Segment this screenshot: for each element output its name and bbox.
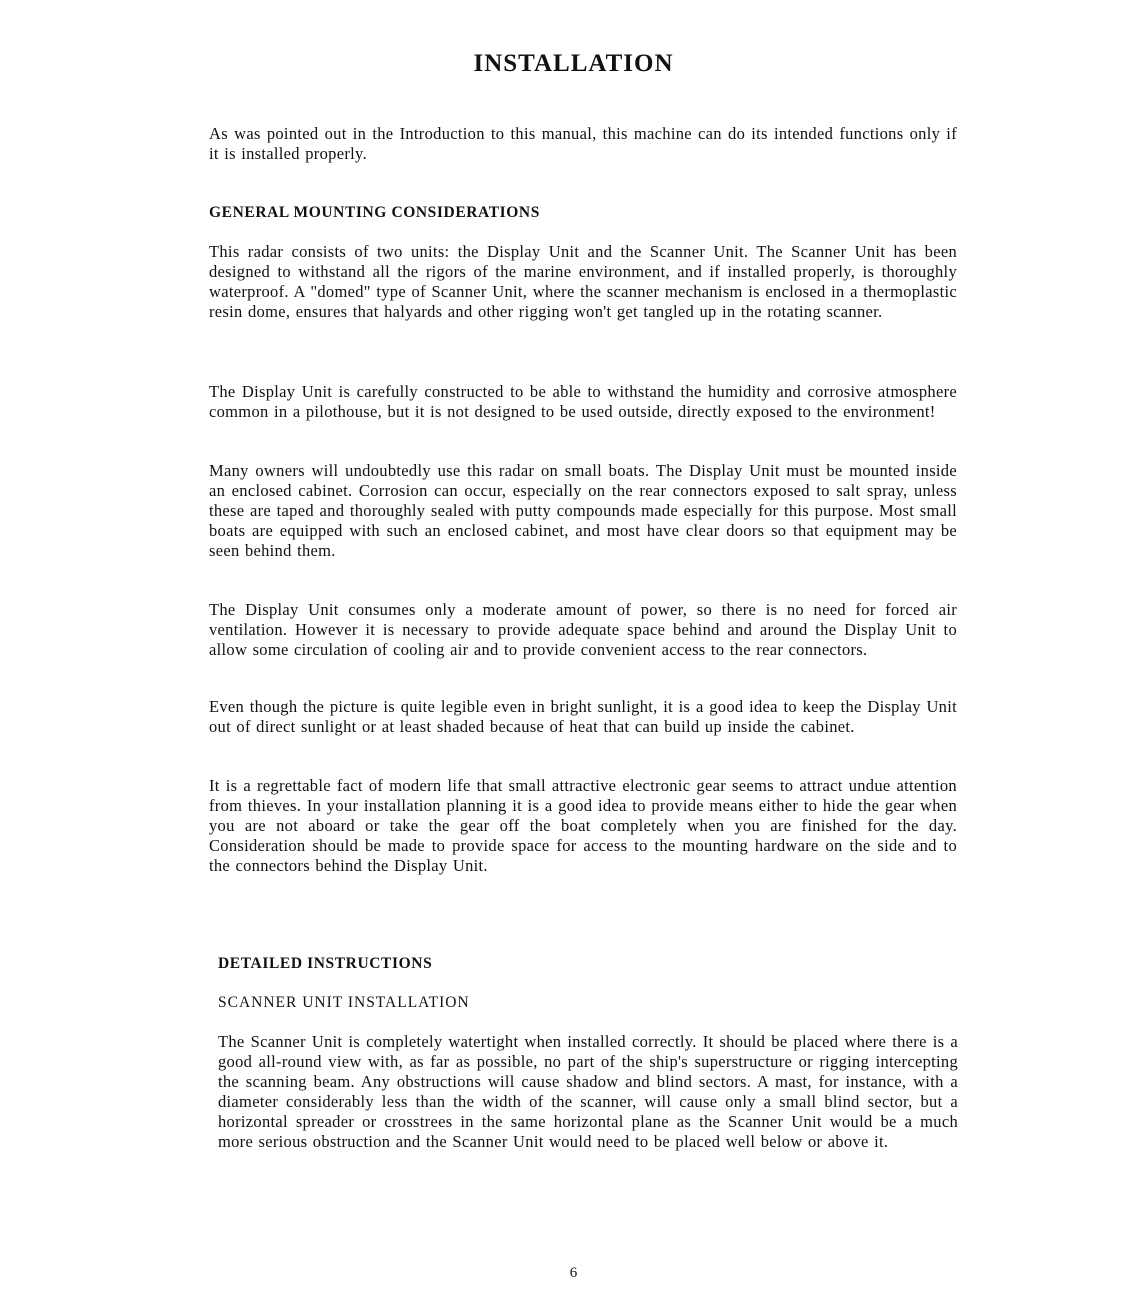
page-title: INSTALLATION	[473, 50, 674, 77]
intro-paragraph: As was pointed out in the Introduction to this manual, this machine can do its intended functions only if it is installed properly.	[209, 124, 957, 163]
general-paragraph-3: Many owners will undoubtedly use this radar on small boats. The Display Unit must be mounted inside an enclosed cabinet. Corrosion can occur, especially on the rear connectors exposed to salt spray, unless these are taped and thoroughly sealed with putty compounds made especially for this purpose. Most small boats are equipped with such an enclosed cabinet, and most have clear doors so that equipment may be seen behind them.	[209, 461, 957, 560]
scanner-unit-paragraph: The Scanner Unit is completely watertight when installed correctly. It should be placed where there is a good all-round view with, as far as possible, no part of the ship's superstructure or rigging intercepting the scanning beam. Any obstructions will cause shadow and blind sectors. A mast, for instance, with a diameter considerably less than the width of the scanner, will cause only a small blind sector, but a horizontal spreader or crosstrees in the same horizontal plane as the Scanner Unit would be a much more serious obstruction and the Scanner Unit would need to be placed well below or above it.	[218, 1032, 958, 1151]
general-mounting-heading: GENERAL MOUNTING CONSIDERATIONS	[209, 204, 540, 221]
general-paragraph-4: The Display Unit consumes only a moderate amount of power, so there is no need for forced air ventilation. However it is necessary to provide adequate space behind and around the Display Unit to allow some circulation of cooling air and to provide convenient access to the rear connectors.	[209, 600, 957, 659]
page-number: 6	[569, 1265, 578, 1281]
general-paragraph-5: Even though the picture is quite legible even in bright sunlight, it is a good idea to keep the Display Unit out of direct sunlight or at least shaded because of heat that can build up inside the cabinet.	[209, 697, 957, 736]
general-paragraph-1: This radar consists of two units: the Display Unit and the Scanner Unit. The Scanner Unit has been designed to withstand all the rigors of the marine environment, and if installed properly, is thoroughly waterproof. A "domed" type of Scanner Unit, where the scanner mechanism is enclosed in a thermoplastic resin dome, ensures that halyards and other rigging won't get tangled up in the rotating scanner.	[209, 242, 957, 321]
scanner-unit-installation-subheading: SCANNER UNIT INSTALLATION	[218, 994, 470, 1011]
general-paragraph-6: It is a regrettable fact of modern life that small attractive electronic gear seems to attract undue attention from thieves. In your installation planning it is a good idea to provide means either to hide the gear when you are not aboard or take the gear off the boat completely when you are finished for the day. Consideration should be made to provide space for access to the mounting hardware on the side and to the connectors behind the Display Unit.	[209, 776, 957, 875]
detailed-instructions-heading: DETAILED INSTRUCTIONS	[218, 955, 433, 972]
general-paragraph-2: The Display Unit is carefully constructed to be able to withstand the humidity and corrosive atmosphere common in a pilothouse, but it is not designed to be used outside, directly exposed to the environment!	[209, 382, 957, 421]
